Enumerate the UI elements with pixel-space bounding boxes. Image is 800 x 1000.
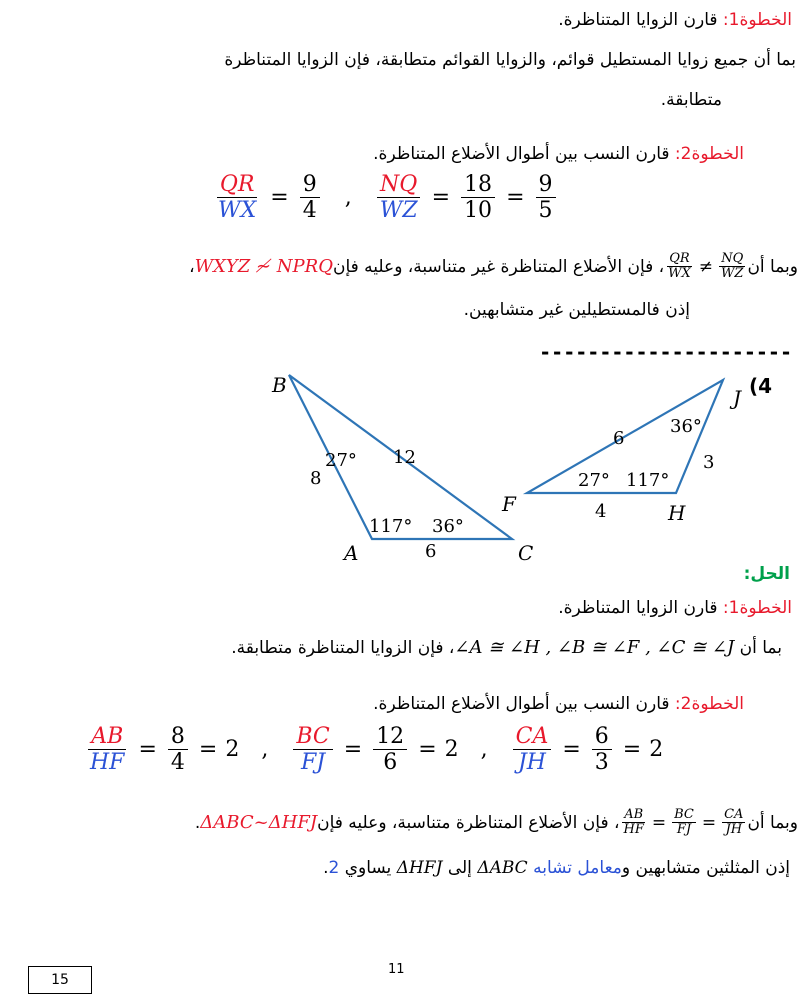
- vertex-j: J: [733, 386, 742, 410]
- side-ca: 6: [425, 541, 437, 562]
- side-jh: 3: [703, 452, 715, 473]
- part2-final: إذن المثلثين متشابهين ومعامل تشابه ΔABC إلى ΔHFJ يساوي 2.: [323, 858, 790, 878]
- ratio-bc-fj: $\frac{BC}{FJ}$: [293, 724, 332, 776]
- part1-step1-body-b: متطابقة.: [660, 90, 722, 110]
- step-text: قارن النسب بين أطوال الأضلاع المتناظرة.: [373, 144, 675, 164]
- side-ab: 8: [310, 468, 322, 489]
- ratio-nq-wz: $\frac{NQ}{WZ}$: [377, 172, 421, 224]
- part2-ratio-line: $\frac{AB}{HF}$ = $\frac{8}{4}$ = 2 , $\frac{BC}{FJ}$ = $\frac{12}{6}$ = 2 , $\frac{CA}{JH}$ = $\frac{6}{3}$ = 2: [84, 724, 663, 776]
- angle-f: 27°: [578, 470, 610, 491]
- step-label: الخطوة2:: [674, 144, 744, 164]
- ratio-qr-wx: $\frac{QR}{WX}$: [218, 172, 257, 224]
- vertex-a: A: [344, 541, 359, 562]
- problem-number: (4: [748, 374, 772, 398]
- similarity-relation: WXYZ ≁ NPRQ: [194, 255, 333, 277]
- angle-c: 36°: [432, 516, 464, 537]
- part1-step1-body-a: بما أن جميع زوايا المستطيل قوائم، والزوايا القوائم متطابقة، فإن الزوايا المتناظرة: [224, 50, 796, 70]
- vertex-c: C: [518, 541, 534, 562]
- angle-congruences: ∠A ≅ ∠H , ∠B ≅ ∠F , ∠C ≅ ∠J: [454, 637, 735, 658]
- side-bc: 12: [393, 447, 416, 468]
- angle-a: 117°: [369, 516, 413, 537]
- part1-step2-heading: [373, 142, 744, 166]
- vertex-h: H: [668, 501, 686, 525]
- ratio-ca-jh: $\frac{CA}{JH}$: [513, 724, 552, 776]
- ratio-ab-hf: $\frac{AB}{HF}$: [90, 724, 125, 776]
- page-number: 11: [388, 962, 405, 977]
- angle-j: 36°: [670, 416, 702, 437]
- similarity-relation: ΔABC~ΔHFJ: [200, 811, 318, 833]
- angle-b: 27°: [325, 450, 357, 471]
- step-label: الخطوة2:: [674, 694, 744, 714]
- step-text: قارن النسب بين أطوال الأضلاع المتناظرة.: [373, 694, 675, 714]
- step-label: الخطوة1:: [722, 598, 792, 618]
- part2-step2-heading: [373, 692, 744, 716]
- side-fh: 4: [595, 501, 607, 522]
- part1-conclusion: وبما أن QR WX ≠ NQ WZ ، فإن الأضلاع المتناظرة غير متناسبة، وعليه فإن WXYZ ≁ NPRQ ،: [189, 251, 798, 282]
- part1-step1-heading: [558, 8, 792, 32]
- scale-factor-term: معامل تشابه: [533, 858, 622, 878]
- step-text: قارن الزوايا المتناظرة.: [558, 10, 723, 30]
- step-label: الخطوة1:: [722, 10, 792, 30]
- part2-step1-body: بما أن ∠A ≅ ∠H , ∠B ≅ ∠F , ∠C ≅ ∠J، فإن الزوايا المتناظرة متطابقة.: [231, 637, 782, 658]
- scale-factor-value: 2: [328, 858, 340, 878]
- section-divider: ---------------------: [539, 340, 792, 364]
- step-text: قارن الزوايا المتناظرة.: [558, 598, 723, 618]
- part2-conclusion: وبما أن $\frac{AB}{HF}$ = $\frac{BC}{FJ}$ = $\frac{CA}{JH}$ ، فإن الأضلاع المتناظرة متناسبة، وعليه فإن ΔABC~ΔHFJ .: [194, 807, 798, 838]
- page-box: 15: [28, 966, 92, 994]
- part1-final: إذن فالمستطيلين غير متشابهين.: [463, 300, 690, 320]
- part1-ratio-line: $\frac{QR}{WX}$ = $\frac{9}{4}$ , $\frac{NQ}{WZ}$ = $\frac{18}{10}$ = $\frac{9}{5}$: [212, 172, 559, 224]
- vertex-b: B: [272, 373, 287, 397]
- part2-step1-heading: [558, 596, 792, 620]
- solution-label: الحل:: [743, 564, 790, 584]
- triangles-figure: [0, 372, 800, 562]
- vertex-f: F: [502, 492, 516, 516]
- angle-h: 117°: [626, 470, 670, 491]
- side-fj: 6: [613, 428, 625, 449]
